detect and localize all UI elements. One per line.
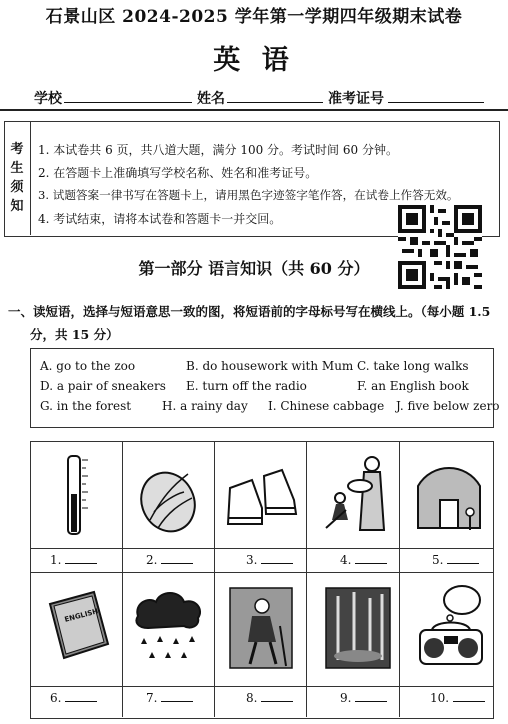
answer-7[interactable]: [146, 691, 193, 705]
answer-blank[interactable]: [453, 691, 485, 702]
option-e: E. turn off the radio: [186, 379, 307, 393]
notice-item: 4. 考试结束，请将本试卷和答题卡一并交回。: [38, 212, 282, 226]
answer-9[interactable]: [340, 691, 387, 705]
name-blank[interactable]: [227, 102, 323, 103]
grid-divider: [214, 441, 215, 717]
answer-number: 5.: [432, 553, 444, 567]
answer-blank[interactable]: [261, 553, 293, 564]
grid-divider: [399, 441, 400, 717]
answer-blank[interactable]: [261, 691, 293, 702]
answer-3[interactable]: [246, 553, 293, 567]
answer-10[interactable]: [430, 691, 485, 705]
cabbage-icon: [132, 458, 204, 538]
subject-title: 英 语: [213, 45, 295, 76]
answer-blank[interactable]: [355, 691, 387, 702]
grid-divider: [30, 548, 493, 549]
answer-number: 8.: [246, 691, 258, 705]
zoo-icon: [412, 456, 486, 538]
answer-8[interactable]: [246, 691, 293, 705]
answer-number: 3.: [246, 553, 258, 567]
option-i: I. Chinese cabbage: [268, 399, 385, 413]
answer-blank[interactable]: [447, 553, 479, 564]
notice-side-char: 考: [10, 142, 24, 157]
answer-number: 4.: [340, 553, 352, 567]
answer-number: 6.: [50, 691, 62, 705]
answer-blank[interactable]: [161, 553, 193, 564]
name-label: 姓名: [197, 91, 225, 107]
answer-blank[interactable]: [355, 553, 387, 564]
option-h: H. a rainy day: [162, 399, 248, 413]
exam-id-blank[interactable]: [388, 102, 484, 103]
option-a: A. go to the zoo: [40, 359, 136, 373]
question-1-instruction: 一、读短语，选择与短语意思一致的图，将短语前的字母标号写在横线上。（每小题 1.5: [8, 304, 491, 319]
sneakers-icon: [222, 458, 300, 538]
housework-icon: [320, 452, 392, 538]
notice-side-char: 生: [10, 161, 24, 176]
answer-2[interactable]: [146, 553, 193, 567]
notice-item: 1. 本试卷共 6 页，共八道大题，满分 100 分。考试时间 60 分钟。: [38, 143, 398, 157]
answer-blank[interactable]: [65, 691, 97, 702]
answer-number: 1.: [50, 553, 62, 567]
answer-number: 10.: [430, 691, 450, 705]
option-d: D. a pair of sneakers: [40, 379, 166, 393]
answer-blank[interactable]: [65, 553, 97, 564]
forest-icon: [324, 586, 392, 670]
grid-divider: [122, 441, 123, 717]
answer-1[interactable]: [50, 553, 97, 567]
notice-item: 3. 试题答案一律书写在答题卡上，请用黑色字迹签字笔作答，在试卷上作答无效。: [38, 188, 459, 202]
rainy-day-icon: [130, 586, 206, 670]
grid-divider: [30, 686, 493, 687]
question-1-score: 分，共 15 分）: [30, 327, 119, 342]
option-c: C. take long walks: [357, 359, 469, 373]
answer-number: 2.: [146, 553, 158, 567]
english-book-icon: [42, 586, 114, 666]
grid-divider: [30, 572, 493, 573]
answer-6[interactable]: [50, 691, 97, 705]
book-label: ENGLISH: [63, 607, 100, 624]
option-g: G. in the forest: [40, 399, 132, 413]
grid-divider: [306, 441, 307, 717]
school-label: 学校: [34, 91, 62, 107]
header-divider: [0, 109, 508, 111]
option-f: F. an English book: [357, 379, 469, 393]
notice-side-char: 知: [10, 199, 24, 214]
radio-icon: [414, 580, 486, 670]
answer-number: 7.: [146, 691, 158, 705]
notice-side-label: [4, 121, 31, 235]
school-blank[interactable]: [64, 102, 192, 103]
answer-5[interactable]: [432, 553, 479, 567]
part-title: 第一部分 语言知识（共 60 分）: [138, 259, 370, 278]
option-b: B. do housework with Mum: [186, 359, 354, 373]
thermometer-icon: [50, 452, 110, 542]
answer-number: 9.: [340, 691, 352, 705]
notice-side-char: 须: [10, 180, 24, 195]
option-j: J. five below zero: [396, 399, 500, 413]
notice-item: 2. 在答题卡上准确填写学校名称、姓名和准考证号。: [38, 166, 318, 180]
answer-4[interactable]: [340, 553, 387, 567]
answer-blank[interactable]: [161, 691, 193, 702]
exam-id-label: 准考证号: [328, 91, 384, 107]
hiker-icon: [226, 586, 296, 670]
exam-title: 石景山区 2024-2025 学年第一学期四年级期末试卷: [45, 7, 463, 27]
